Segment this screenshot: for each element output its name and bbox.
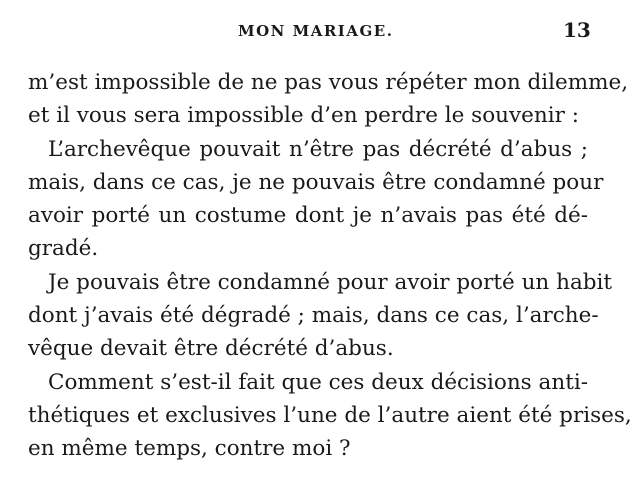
paragraph — [28, 133, 604, 266]
text-line: L’archevêque pouvait n’être pas décrété d’abus ; — [48, 136, 588, 162]
page-number: 13 — [563, 18, 591, 42]
text-line: mais, dans ce cas, je ne pouvais être condamné pour — [28, 169, 604, 195]
text-line: thétiques et exclusives l’une de l’autre aient été prises, — [28, 402, 632, 428]
paragraph — [28, 266, 613, 366]
page-header — [0, 18, 640, 44]
text-line: et il vous sera impossible d’en perdre le souvenir : — [28, 103, 579, 129]
text-line: dont j’avais été dégradé ; mais, dans ce cas, l’arche- — [28, 303, 599, 329]
text-line: gradé. — [28, 236, 99, 262]
text-line: Je pouvais être condamné pour avoir porté un habit — [48, 269, 613, 295]
text-line: Comment s’est-il fait que ces deux décisions anti- — [48, 369, 588, 395]
text-line: m’est impossible de ne pas vous répéter mon dilemme, — [28, 70, 629, 95]
text-line: avoir porté un costume dont je n’avais pas été dé- — [28, 203, 588, 229]
body-text — [28, 66, 632, 466]
paragraph — [28, 66, 629, 133]
text-line: en même temps, contre moi ? — [28, 436, 351, 462]
paragraph — [28, 366, 632, 466]
text-line: vêque devait être décrété d’abus. — [28, 336, 394, 362]
running-title: MON MARIAGE. — [238, 22, 394, 40]
